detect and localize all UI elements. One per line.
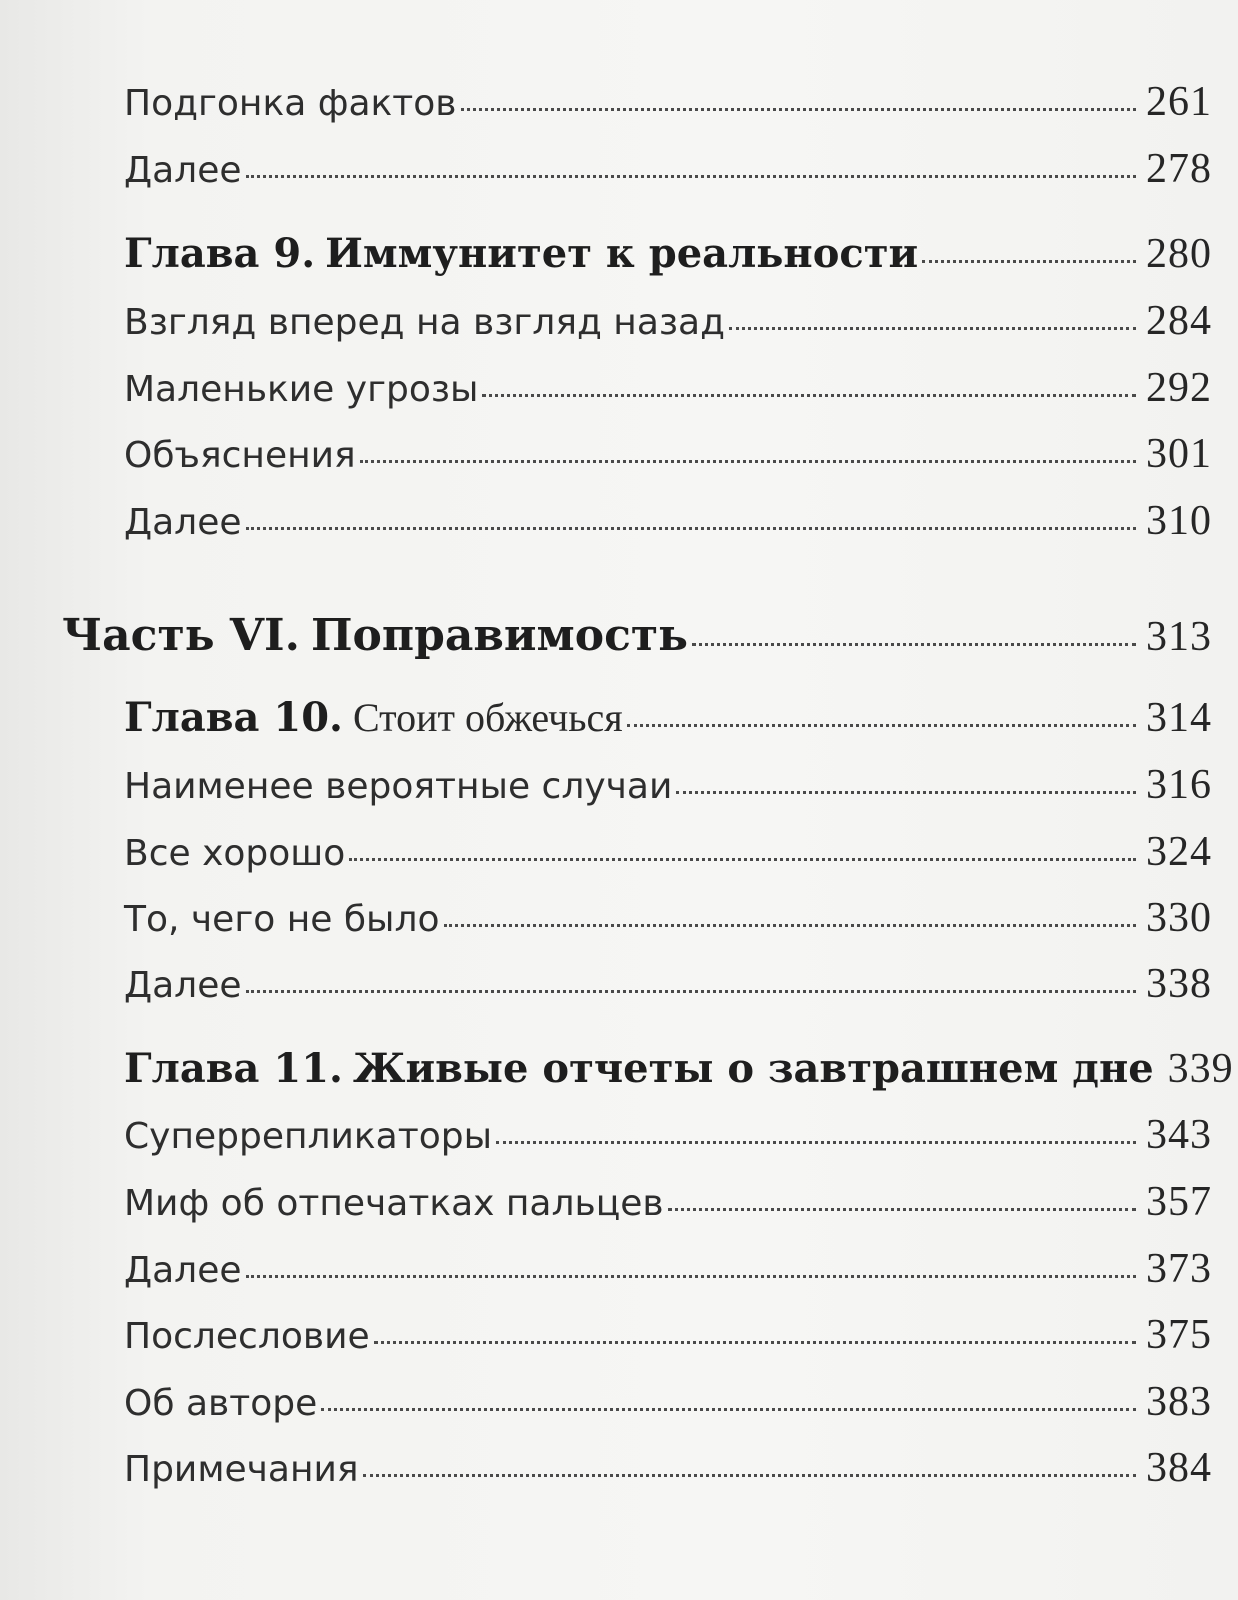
chapter-number: Глава 10. — [124, 694, 343, 741]
toc-page-number: 278 — [1146, 146, 1212, 192]
toc-page-number: 280 — [1146, 231, 1212, 277]
toc-page-number: 261 — [1146, 79, 1212, 125]
dot-leader — [496, 1141, 1136, 1144]
toc-entry-title: Далее — [124, 1250, 242, 1291]
chapter-number: Глава 9. — [124, 230, 316, 277]
toc-entry-title: Взгляд вперед на взгляд назад — [124, 302, 725, 343]
toc-page-number: 375 — [1146, 1312, 1212, 1358]
toc-entry[interactable] — [124, 960, 1212, 1022]
toc-entry[interactable] — [124, 828, 1212, 890]
toc-entry[interactable] — [124, 145, 1212, 207]
dot-leader — [246, 527, 1137, 530]
dot-leader — [668, 1208, 1136, 1211]
dot-leader — [444, 924, 1137, 927]
toc-entry-title: Подгонка фактов — [124, 83, 457, 124]
toc-page-number: 313 — [1146, 614, 1212, 660]
toc-entry[interactable] — [124, 497, 1212, 559]
toc-entry-title: Суперрепликаторы — [124, 1116, 492, 1157]
dot-leader — [627, 724, 1136, 727]
toc-entry[interactable] — [124, 364, 1212, 426]
toc-page-number: 292 — [1146, 365, 1212, 411]
dot-leader — [246, 175, 1137, 178]
part-number: Часть VI. — [62, 610, 300, 661]
toc-chapter-title: Глава 11. Живые отчеты о завтрашнем дне — [124, 1045, 1154, 1092]
toc-page-number: 373 — [1146, 1246, 1212, 1292]
toc-entry[interactable] — [124, 430, 1212, 492]
toc-page-number: 384 — [1146, 1445, 1212, 1491]
toc-entry[interactable] — [124, 1111, 1212, 1173]
toc-page-number: 338 — [1146, 961, 1212, 1007]
toc-chapter[interactable] — [124, 230, 1212, 292]
dot-leader — [246, 990, 1137, 993]
toc-part[interactable] — [62, 610, 1212, 672]
toc-page-number: 330 — [1146, 895, 1212, 941]
toc-entry[interactable] — [124, 1178, 1212, 1240]
dot-leader — [482, 394, 1136, 397]
dot-leader — [363, 1474, 1136, 1477]
toc-entry-title: Маленькие угрозы — [124, 369, 479, 410]
toc-chapter-title: Глава 10. Стоит обжечься — [124, 694, 623, 741]
toc-chapter[interactable] — [124, 1045, 1234, 1107]
dot-leader — [321, 1408, 1136, 1411]
toc-page-number: 310 — [1146, 498, 1212, 544]
dot-leader — [374, 1341, 1136, 1344]
dot-leader — [692, 643, 1136, 646]
toc-entry[interactable] — [124, 1311, 1212, 1373]
toc-entry-title: Объяснения — [124, 435, 356, 476]
toc-chapter-title: Глава 9. Иммунитет к реальности — [124, 230, 919, 277]
toc-entry-title: Миф об отпечатках пальцев — [124, 1183, 664, 1224]
toc-entry-title: Об авторе — [124, 1383, 318, 1424]
toc-entry[interactable] — [124, 894, 1212, 956]
dot-leader — [360, 460, 1136, 463]
toc-entry-title: Все хорошо — [124, 833, 346, 874]
toc-page-number: 301 — [1146, 431, 1212, 477]
toc-page-number: 316 — [1146, 762, 1212, 808]
toc-entry[interactable] — [124, 1378, 1212, 1440]
chapter-number: Глава 11. — [124, 1045, 343, 1092]
toc-entry-title: Далее — [124, 502, 242, 543]
toc-page-number: 357 — [1146, 1179, 1212, 1225]
toc-part-title: Часть VI. Поправимость — [62, 610, 689, 661]
toc-page-number: 284 — [1146, 298, 1212, 344]
toc-chapter[interactable] — [124, 694, 1212, 756]
toc-entry[interactable] — [124, 1245, 1212, 1307]
toc-entry[interactable] — [124, 297, 1212, 359]
toc-entry-title: Далее — [124, 965, 242, 1006]
dot-leader — [922, 260, 1136, 263]
dot-leader — [349, 858, 1136, 861]
dot-leader — [676, 791, 1136, 794]
toc-page-number: 339 — [1167, 1046, 1234, 1092]
toc-page-number: 383 — [1146, 1379, 1212, 1425]
toc-page-number: 324 — [1146, 829, 1212, 875]
toc-entry-title: То, чего не было — [124, 899, 440, 940]
toc-entry[interactable] — [124, 78, 1212, 140]
toc-entry-title: Далее — [124, 150, 242, 191]
toc-entry-title: Наименее вероятные случаи — [124, 766, 673, 807]
dot-leader — [461, 108, 1136, 111]
toc-entry-title: Послесловие — [124, 1316, 370, 1357]
toc-entry[interactable] — [124, 1444, 1212, 1506]
toc-entry[interactable] — [124, 761, 1212, 823]
toc-page-number: 343 — [1146, 1112, 1212, 1158]
dot-leader — [729, 327, 1136, 330]
toc-entry-title: Примечания — [124, 1449, 359, 1490]
dot-leader — [246, 1275, 1137, 1278]
toc-page-number: 314 — [1146, 695, 1212, 741]
